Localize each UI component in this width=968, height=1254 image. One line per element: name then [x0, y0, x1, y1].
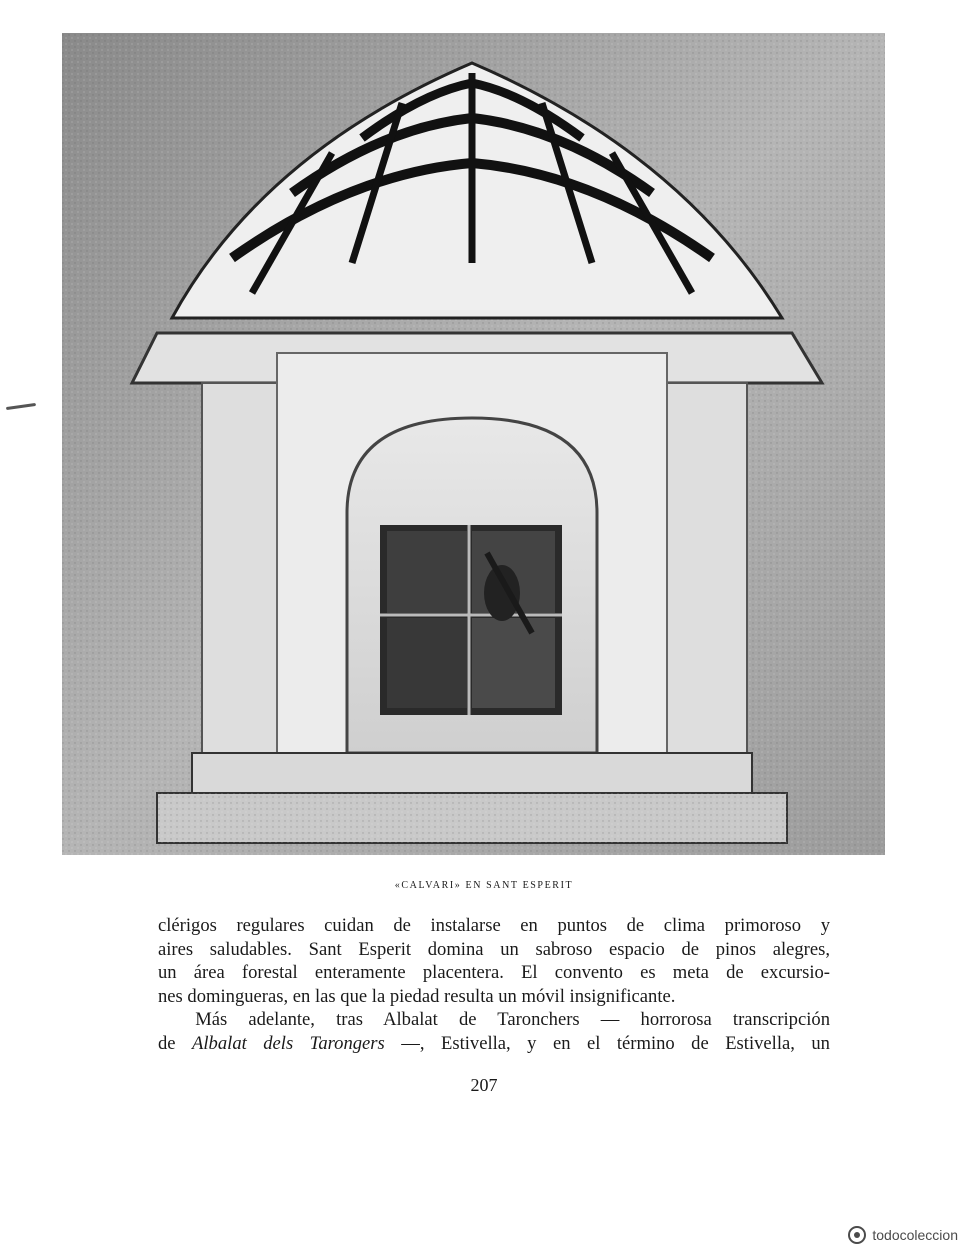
text-fragment: —, Estivella, y en el término de Estivella, un — [384, 1032, 830, 1054]
text-line: aires saludables. Sant Esperit domina un sabroso espacio de pinos alegres, — [158, 938, 830, 960]
watermark-logo-icon — [848, 1226, 866, 1244]
text-fragment: de — [158, 1032, 193, 1054]
paragraph-2 — [158, 1008, 830, 1055]
paragraph-1 — [158, 914, 830, 1008]
text-line: nes domingueras, en las que la piedad resulta un móvil insignificante. — [158, 985, 676, 1007]
shrine-photograph — [62, 33, 885, 855]
painted-tile-panel — [380, 525, 562, 715]
text-line: Más adelante, tras Albalat de Taronchers — horrorosa transcripción — [195, 1009, 830, 1030]
text-line: un área forestal enteramente placentera. El convento es meta de excursio- — [158, 962, 830, 983]
body-text — [158, 914, 830, 1055]
base-ledge — [157, 753, 787, 843]
photo-caption: «CALVARI» EN SANT ESPERIT — [394, 880, 574, 891]
scan-mark — [6, 403, 36, 410]
watermark-text: todocoleccion — [872, 1227, 958, 1243]
text-line — [158, 1032, 830, 1056]
page-number: 207 — [470, 1075, 498, 1095]
watermark — [848, 1226, 958, 1244]
place-name-italic: Albalat dels Tarongers — [192, 1032, 385, 1054]
text-line: clérigos regulares cuidan de instalarse en puntos de clima primoroso y — [158, 915, 830, 936]
